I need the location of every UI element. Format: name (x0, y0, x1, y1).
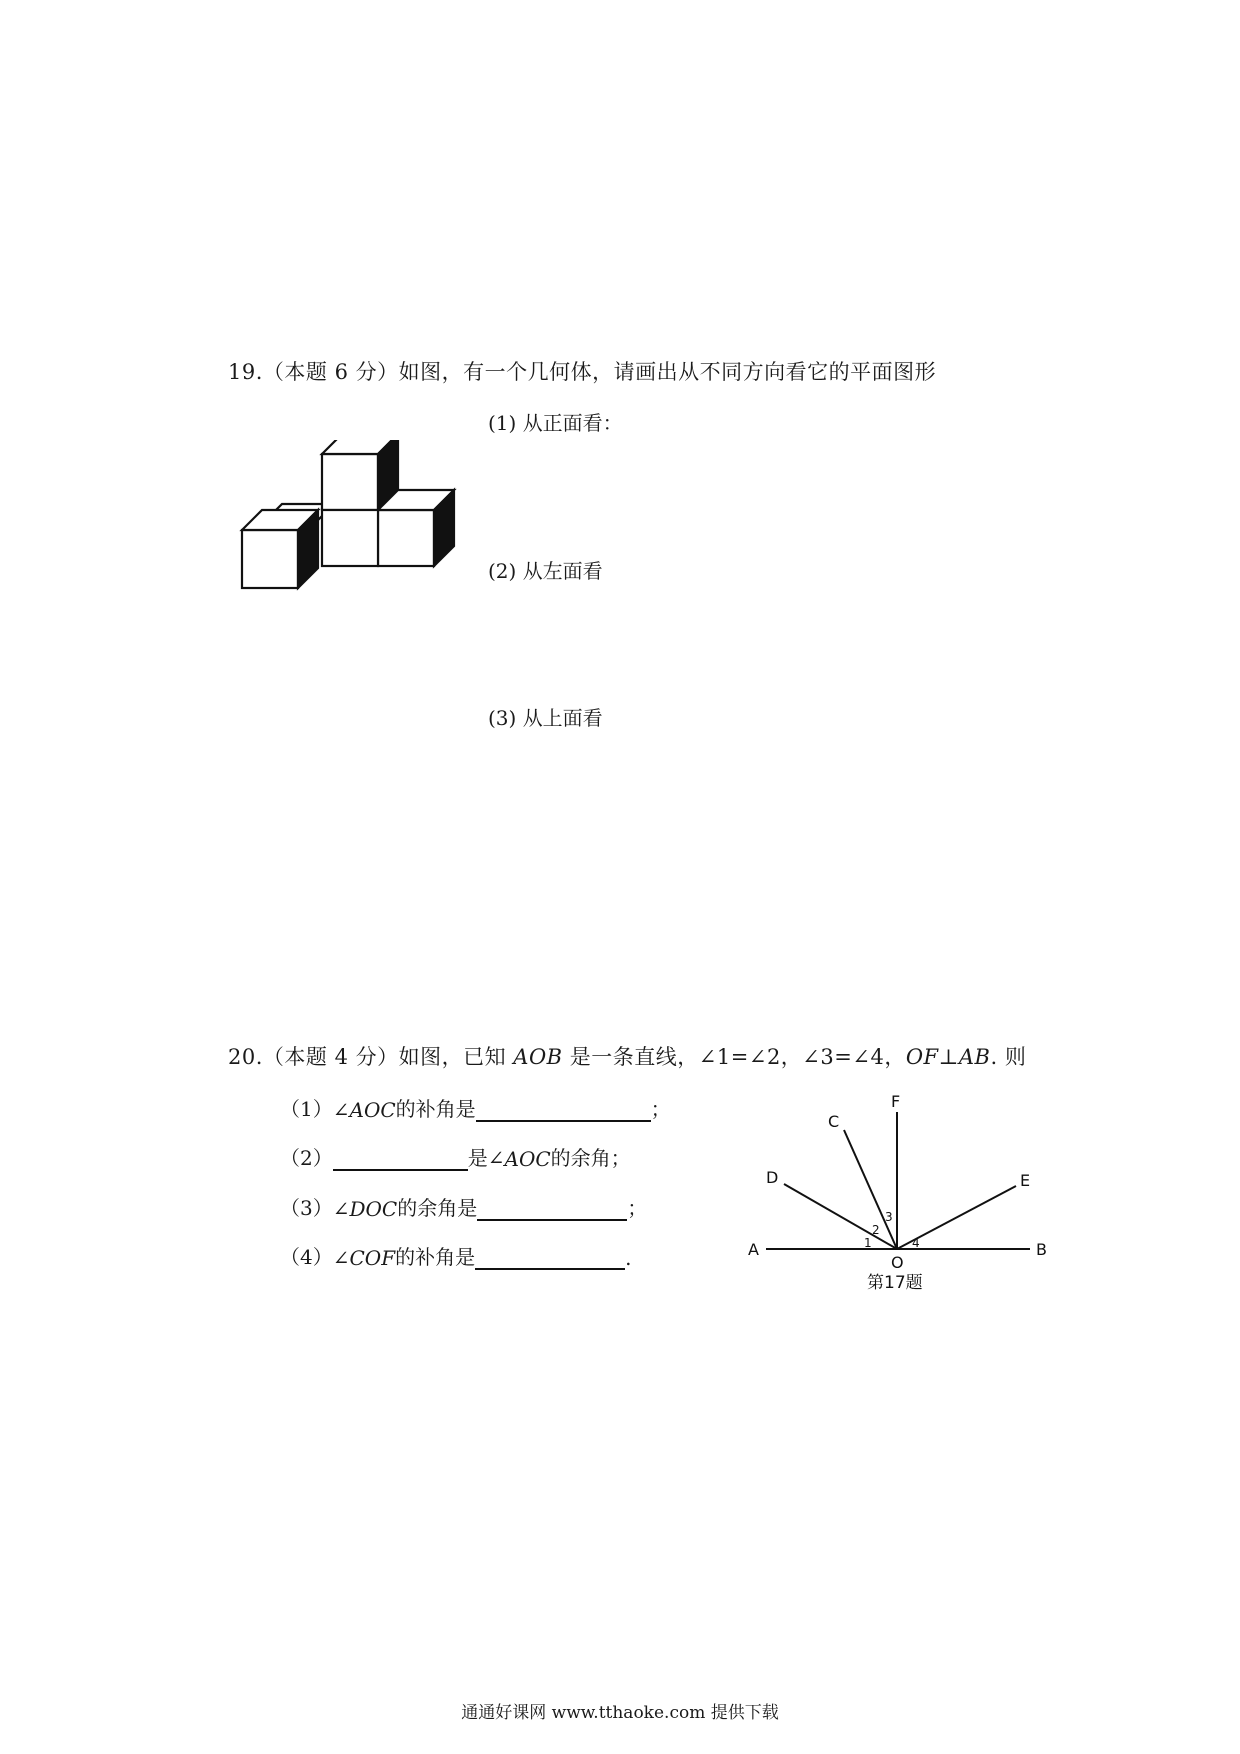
ray-od (784, 1184, 897, 1249)
angle-name: DOC (349, 1197, 398, 1221)
angle-diagram (740, 1090, 1060, 1300)
left-cube-front (242, 530, 298, 588)
angle-symbol: ∠ (332, 1098, 350, 1122)
view-left-label: (2) 从左面看 (488, 559, 603, 583)
question-20-title (228, 1041, 1026, 1071)
question-19-title: 19.（本题 6 分）如图，有一个几何体，请画出从不同方向看它的平面图形 (228, 360, 937, 384)
cube-figure (236, 440, 466, 610)
label-e: E (1020, 1171, 1031, 1190)
view-top-label: (3) 从上面看 (488, 706, 603, 730)
q20-item-2 (280, 1142, 631, 1171)
item-number: （3） (280, 1196, 333, 1220)
q20-title-of: OF (905, 1045, 939, 1069)
angle-symbol: ∠ (332, 1197, 350, 1221)
label-b: B (1036, 1240, 1047, 1259)
label-c: C (828, 1112, 840, 1131)
label-f: F (891, 1092, 901, 1111)
angle-label-2: 2 (872, 1223, 880, 1237)
q20-title-ab: AB (958, 1045, 991, 1069)
item-end: . (625, 1246, 632, 1270)
answer-blank-3[interactable] (477, 1197, 627, 1221)
item-number: （2） (280, 1146, 333, 1170)
top-cube-front (322, 454, 378, 510)
label-a: A (748, 1240, 759, 1259)
angle-label-3: 3 (885, 1210, 893, 1224)
item-end: 的余角； (550, 1146, 631, 1170)
angle-label-1: 1 (864, 1236, 872, 1250)
answer-blank-1[interactable] (476, 1098, 651, 1122)
view-front-label: (1) 从正面看： (488, 411, 623, 435)
angle-name: AOC (349, 1098, 396, 1122)
angle-symbol: ∠ (332, 1246, 350, 1270)
page-footer: 通通好课网 www.tthaoke.com 提供下载 (461, 1703, 779, 1723)
item-end: ； (650, 1097, 671, 1121)
item-number: （4） (280, 1245, 333, 1269)
q20-title-end: . 则 (990, 1045, 1027, 1069)
item-text: 的余角是 (397, 1196, 478, 1220)
q20-title-aob: AOB (513, 1045, 563, 1069)
answer-blank-4[interactable] (475, 1246, 625, 1270)
item-end: ； (627, 1196, 648, 1220)
q20-title-perp: ⊥ (938, 1045, 959, 1069)
q20-item-4 (280, 1241, 631, 1270)
ray-oc (844, 1130, 897, 1249)
q20-item-1 (280, 1093, 671, 1122)
label-o: O (891, 1253, 904, 1272)
angle-label-4: 4 (912, 1236, 920, 1250)
label-d: D (766, 1168, 779, 1187)
right-cube-front (378, 510, 434, 566)
angle-name: AOC (504, 1147, 551, 1171)
diagram-caption: 第17题 (867, 1273, 923, 1293)
item-number: （1） (280, 1097, 333, 1121)
item-text: 的补角是 (395, 1097, 476, 1121)
item-text: 的补角是 (395, 1245, 476, 1269)
angle-name: COF (349, 1246, 396, 1270)
q20-title-rest: 是一条直线，∠1=∠2，∠3=∠4， (562, 1045, 906, 1069)
item-text: 是∠ (467, 1146, 505, 1170)
answer-blank-2[interactable] (333, 1147, 468, 1171)
middle-cube-front (322, 510, 378, 566)
q20-item-3 (280, 1192, 647, 1221)
q20-title-prefix: 20.（本题 4 分）如图，已知 (228, 1045, 514, 1069)
